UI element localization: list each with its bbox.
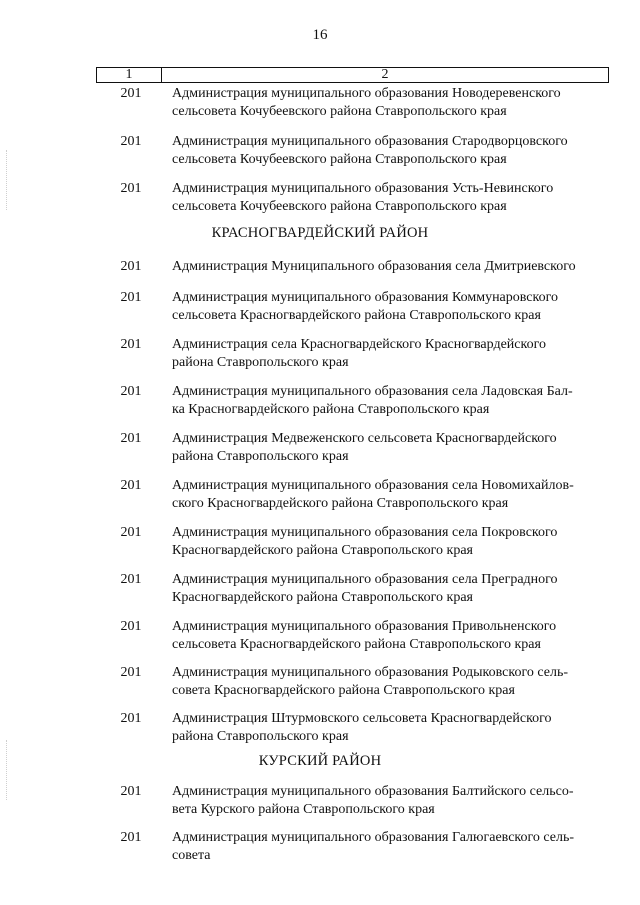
entry-name-line: Администрация муниципального образования Балтийского сельсо- <box>172 784 574 799</box>
entry-name <box>172 783 612 819</box>
entry-name-line: вета Курского района Ставропольского края <box>172 802 435 817</box>
entry-name-line: совета <box>172 848 211 863</box>
entry-code: 201 <box>120 86 142 101</box>
entry-name-line: Администрация муниципального образования села Преградного <box>172 572 558 587</box>
entry-name-line: Администрация муниципального образования села Ладовская Бал- <box>172 384 573 399</box>
entry-name <box>172 180 612 216</box>
entry-name <box>172 133 612 169</box>
entry-code: 201 <box>120 431 142 446</box>
entry-name-line: сельсовета Красногвардейского района Ставропольского края <box>172 308 541 323</box>
entry-code: 201 <box>120 572 142 587</box>
entry-name-line: Администрация муниципального образования Привольненского <box>172 619 557 634</box>
entry-name <box>172 710 612 746</box>
entry-name-line: района Ставропольского края <box>172 729 349 744</box>
entry-code: 201 <box>120 665 142 680</box>
entry-name-line: ского Красногвардейского района Ставропольского края <box>172 496 509 511</box>
entry-name <box>172 664 612 700</box>
entry-code: 201 <box>120 134 142 149</box>
entry-name <box>172 289 612 325</box>
entry-name-line: сельсовета Кочубеевского района Ставропольского края <box>172 152 507 167</box>
entry-name-line: сельсовета Красногвардейского района Ставропольского края <box>172 637 541 652</box>
entry-name-line: Администрация муниципального образования села Покровского <box>172 525 558 540</box>
section-heading: КУРСКИЙ РАЙОН <box>258 753 382 769</box>
entry-name-line: сельсовета Кочубеевского района Ставропольского края <box>172 199 507 214</box>
section-heading: КРАСНОГВАРДЕЙСКИЙ РАЙОН <box>211 225 429 241</box>
entry-code: 201 <box>120 711 142 726</box>
entry-name-line: Администрация муниципального образования Усть-Невинского <box>172 181 554 196</box>
entry-code: 201 <box>120 830 142 845</box>
entry-name-line: ка Красногвардейского района Ставропольского края <box>172 402 490 417</box>
entry-code: 201 <box>120 259 142 274</box>
entry-name-line: Администрация муниципального образования Новодеревенского <box>172 86 561 101</box>
entry-code: 201 <box>120 384 142 399</box>
entry-code: 201 <box>120 525 142 540</box>
entry-code: 201 <box>120 337 142 352</box>
entry-name-line: Администрация Муниципального образования села Дмитриевского <box>172 259 576 274</box>
entry-name-line: Администрация муниципального образования Коммунаровского <box>172 290 558 305</box>
entry-name <box>172 829 612 865</box>
entry-code: 201 <box>120 181 142 196</box>
entry-name-line: сельсовета Кочубеевского района Ставропольского края <box>172 104 507 119</box>
entry-name <box>172 258 612 276</box>
entry-name-line: Администрация Штурмовского сельсовета Красногвардейского <box>172 711 552 726</box>
entry-name-line: Красногвардейского района Ставропольского края <box>172 543 473 558</box>
entry-name-line: района Ставропольского края <box>172 355 349 370</box>
entry-name-line: Администрация Медвеженского сельсовета Красногвардейского <box>172 431 557 446</box>
entry-code: 201 <box>120 478 142 493</box>
entry-name-line: Администрация муниципального образования села Новомихайлов- <box>172 478 574 493</box>
column-2-header: 2 <box>381 67 389 82</box>
entry-name <box>172 524 612 560</box>
entry-code: 201 <box>120 619 142 634</box>
entry-name-line: Администрация муниципального образования Галюгаевского сель- <box>172 830 575 845</box>
entry-name-line: Администрация муниципального образования Стародворцовского <box>172 134 568 149</box>
page-number: 16 <box>312 27 328 43</box>
column-1-header: 1 <box>97 68 162 82</box>
entry-name <box>172 477 612 513</box>
entry-code: 201 <box>120 290 142 305</box>
entry-name <box>172 85 612 121</box>
entry-name-line: района Ставропольского края <box>172 449 349 464</box>
entry-name-line: совета Красногвардейского района Ставропольского края <box>172 683 515 698</box>
entry-name-line: Администрация муниципального образования Родыковского сель- <box>172 665 568 680</box>
entry-name <box>172 571 612 607</box>
entry-name <box>172 336 612 372</box>
entry-name <box>172 430 612 466</box>
entry-name-line: Красногвардейского района Ставропольского края <box>172 590 473 605</box>
entry-code: 201 <box>120 784 142 799</box>
entry-name <box>172 383 612 419</box>
entry-name-line: Администрация села Красногвардейского Красногвардейского <box>172 337 546 352</box>
entry-name <box>172 618 612 654</box>
